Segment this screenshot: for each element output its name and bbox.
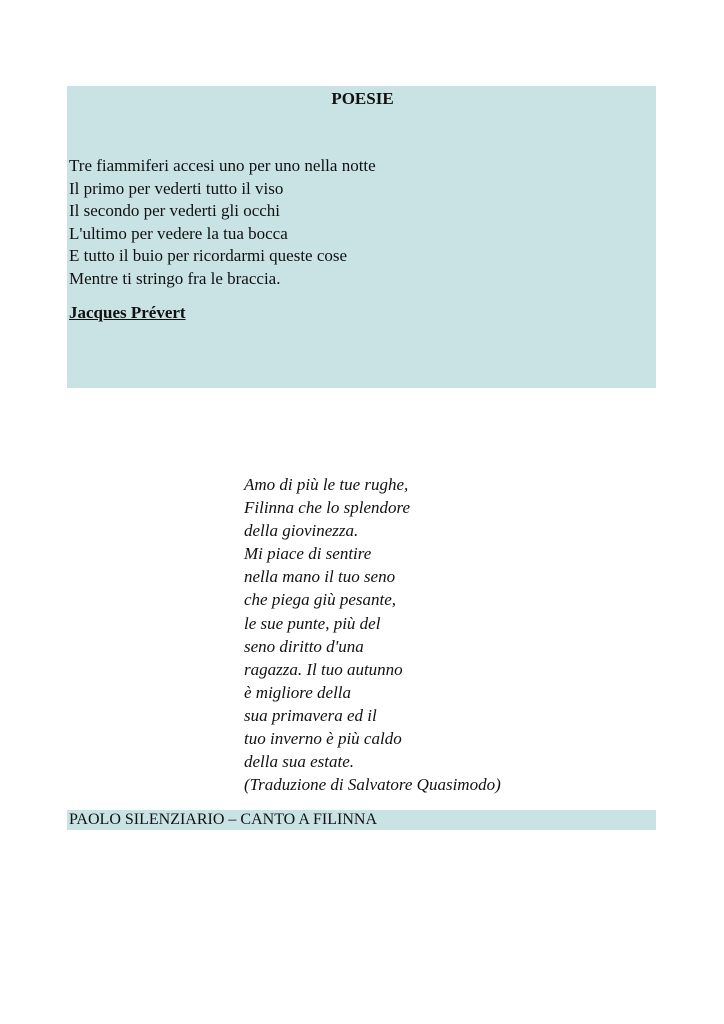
poem1-line: Il secondo per vederti gli occhi xyxy=(69,201,281,221)
poem2-caption: PAOLO SILENZIARIO – CANTO A FILINNA xyxy=(69,811,378,828)
page-title-text: POESIE xyxy=(331,89,394,108)
poem2-line: tuo inverno è più caldo xyxy=(244,729,402,749)
poem2-line: sua primavera ed il xyxy=(244,705,377,725)
poem1-line: Mentre ti stringo fra le braccia. xyxy=(69,268,281,288)
poem2-line: Filinna che lo splendore xyxy=(244,498,411,518)
poem2-line: seno diritto d'una xyxy=(244,636,364,656)
poem2-line: della giovinezza. xyxy=(244,521,359,541)
poem1-line: L'ultimo per vedere la tua bocca xyxy=(69,223,288,243)
poem2-line: della sua estate. xyxy=(244,752,355,772)
poem2-line: Amo di più le tue rughe, xyxy=(244,475,409,494)
poem1-line: E tutto il buio per ricordarmi queste cose xyxy=(69,246,348,266)
poem1-author: Jacques Prévert xyxy=(69,303,186,322)
poem2-line: le sue punte, più del xyxy=(244,613,381,633)
page-title xyxy=(67,89,656,109)
poem2-line: Mi piace di sentire xyxy=(244,544,372,564)
poem2-line: nella mano il tuo seno xyxy=(244,567,396,587)
poem2-text xyxy=(244,473,501,796)
poem2-line: ragazza. Il tuo autunno xyxy=(244,659,403,679)
poem2-line: è migliore della xyxy=(244,682,352,702)
poem1-text xyxy=(69,155,376,291)
poem1-line: Il primo per vederti tutto il viso xyxy=(69,178,284,198)
poem2-translation-credit: (Traduzione di Salvatore Quasimodo) xyxy=(244,775,501,795)
poem2-line: che piega giù pesante, xyxy=(244,590,397,610)
poem1-line: Tre fiammiferi accesi uno per uno nella notte xyxy=(69,156,376,175)
